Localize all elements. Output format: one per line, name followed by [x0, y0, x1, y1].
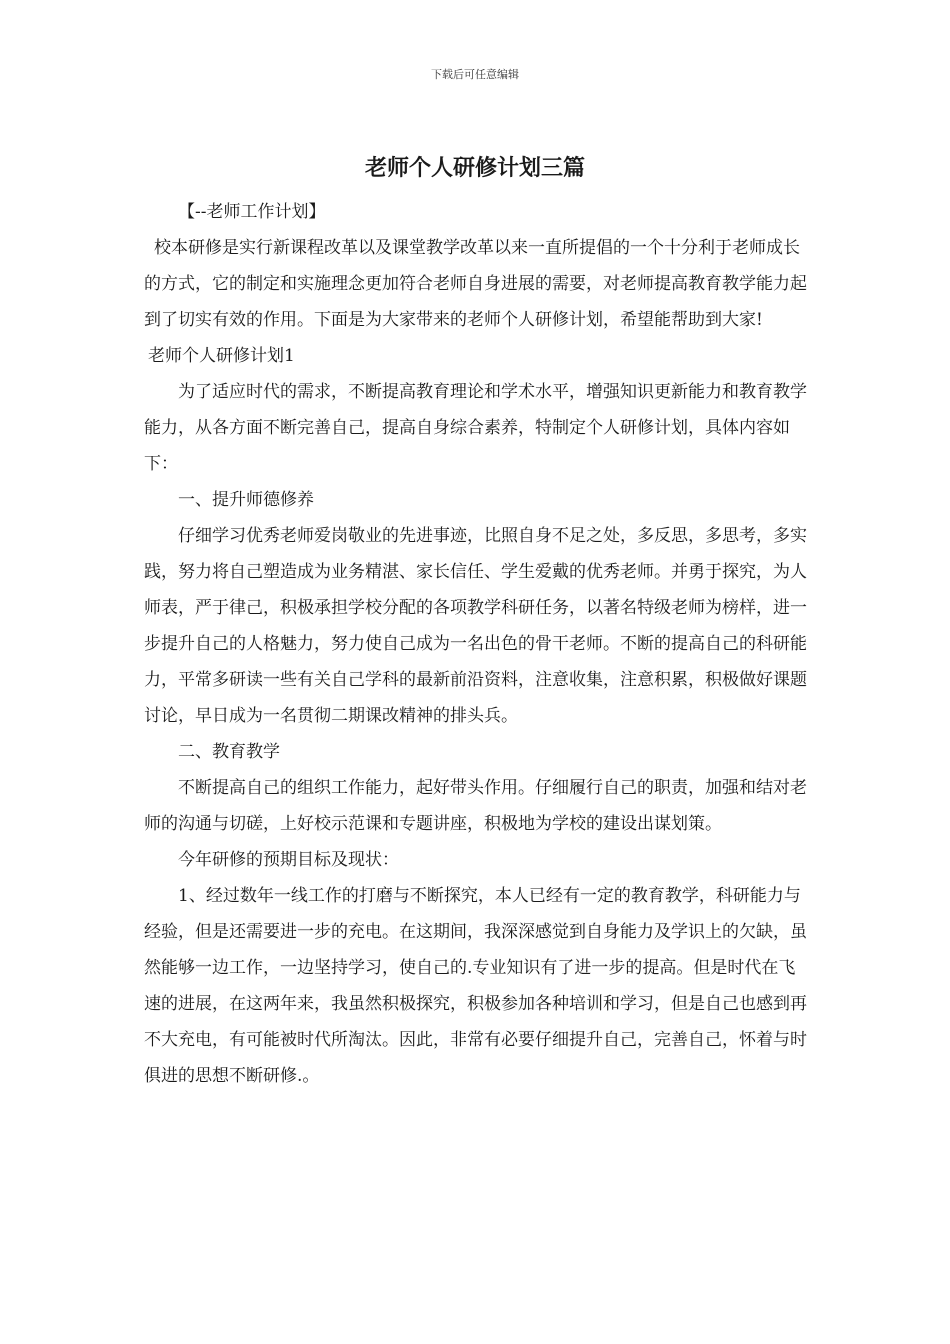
teaching-paragraph: 不断提高自己的组织工作能力，起好带头作用。仔细履行自己的职责，加强和结对老师的沟通与切磋，上好校示范课和专题讲座，积极地为学校的建设出谋划策。 [144, 778, 807, 834]
ethics-paragraph: 仔细学习优秀老师爱岗敬业的先进事迹，比照自身不足之处，多反思，多思考，多实践，努力将自己塑造成为业务精湛、家长信任、学生爱戴的优秀老师。并勇于探究，为人师表，严于律己，积极承担学校分配的各项教学科研任务，以著名特级老师为榜样，进一步提升自己的人格魅力，努力使自己成为一名出色的骨干老师。不断的提高自己的科研能力，平常多研读一些有关自己学科的最新前沿资料，注意收集，注意积累，积极做好课题讨论，早日成为一名贯彻二期课改精神的排头兵。 [144, 526, 807, 726]
section-tag: 【--老师工作计划】 [178, 202, 326, 222]
plan-heading: 老师个人研修计划1 [148, 346, 295, 366]
section-heading-teaching: 二、教育教学 [178, 742, 280, 762]
document-title: 老师个人研修计划三篇 [364, 156, 585, 181]
document-body [144, 194, 808, 1094]
plan-intro-paragraph: 为了适应时代的需求，不断提高教育理论和学术水平，增强知识更新能力和教育教学能力，从各方面不断完善自己，提高自身综合素养，特制定个人研修计划，具体内容如下： [144, 382, 807, 474]
header-note: 下载后可任意编辑 [431, 68, 519, 81]
intro-paragraph: 校本研修是实行新课程改革以及课堂教学改革以来一直所提倡的一个十分利于老师成长的方式，它的制定和实施理念更加符合老师自身进展的需要，对老师提高教育教学能力起到了切实有效的作用。下面是为大家带来的老师个人研修计划，希望能帮助到大家! [144, 238, 807, 330]
goals-heading: 今年研修的预期目标及现状： [178, 850, 399, 870]
section-heading-ethics: 一、提升师德修养 [178, 490, 314, 510]
goals-paragraph: 1、经过数年一线工作的打磨与不断探究，本人已经有一定的教育教学，科研能力与经验，但是还需要进一步的充电。在这期间，我深深感觉到自身能力及学识上的欠缺，虽然能够一边工作，一边坚持学习，使自己的.专业知识有了进一步的提高。但是时代在飞速的进展，在这两年来，我虽然积极探究，积极参加各种培训和学习，但是自己也感到再不大充电，有可能被时代所淘汰。因此，非常有必要仔细提升自己，完善自己，怀着与时俱进的思想不断研修.。 [144, 886, 807, 1086]
